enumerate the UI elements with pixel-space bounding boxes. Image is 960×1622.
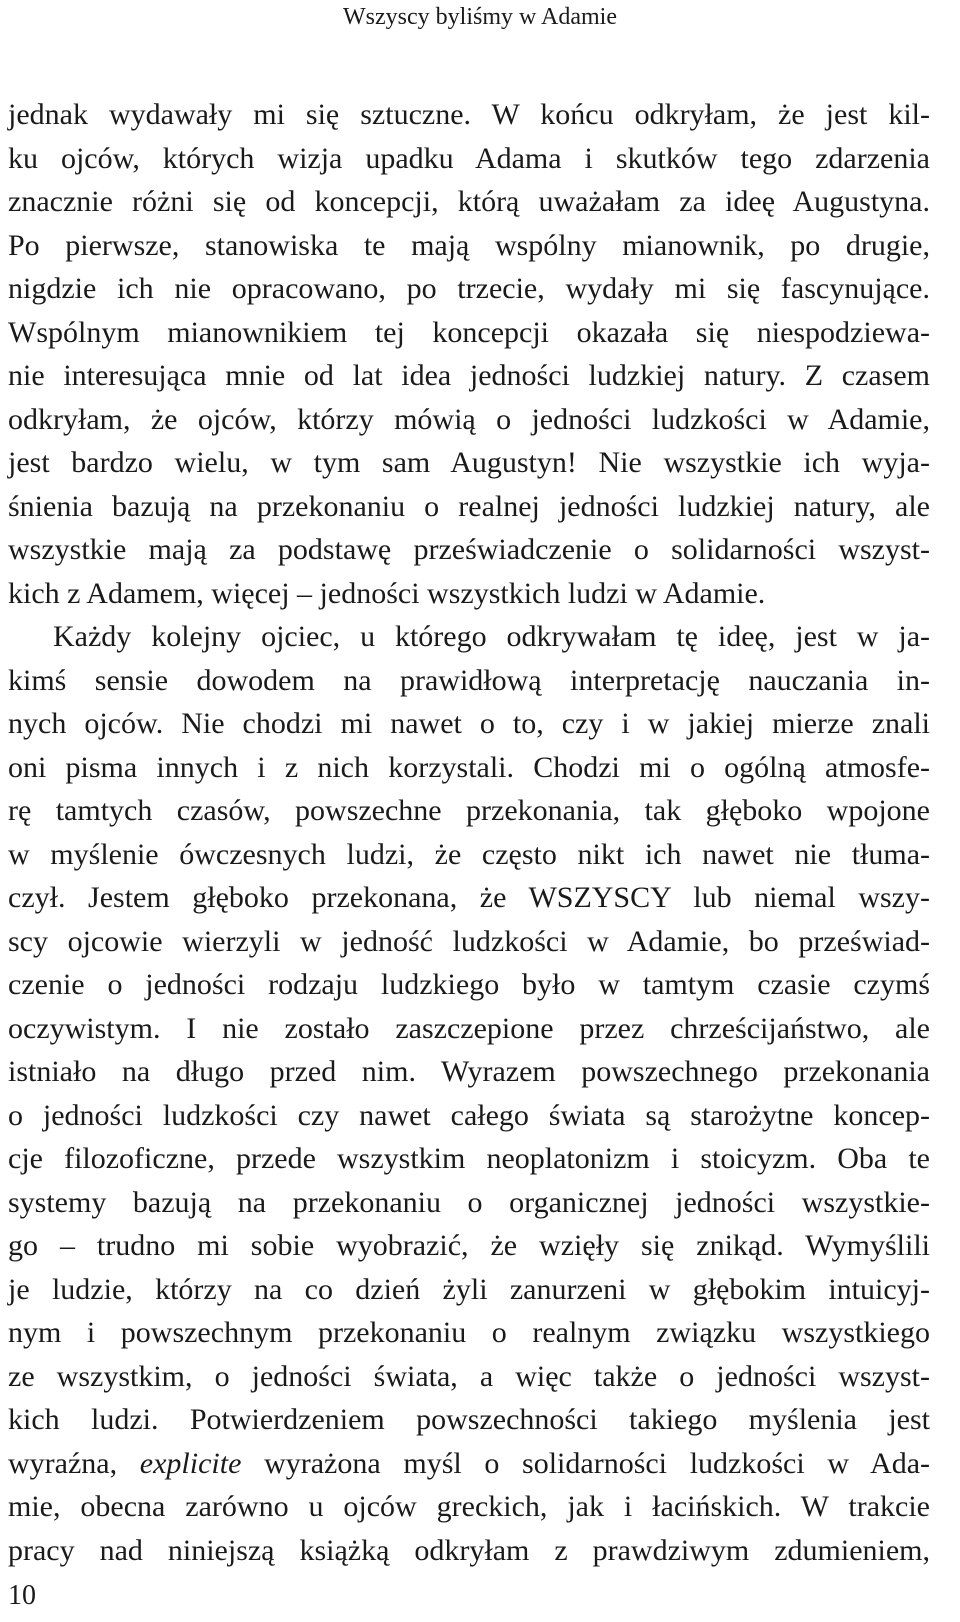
text-segment: wyrażona myśl o solidarności ludzkości w Ada- (264, 1446, 930, 1480)
text-line: mie, obecna zarówno u ojców greckich, jak i łacińskich. W trakcie (8, 1490, 930, 1523)
text-line: czenie o jedności rodzaju ludzkiego było w tamtym czasie czymś (8, 968, 930, 1001)
text-line: nych ojców. Nie chodzi mi nawet o to, czy i w jakiej mierze znali (8, 707, 930, 740)
text-line: jednak wydawały mi się sztuczne. W końcu odkryłam, że jest kil- (8, 98, 930, 131)
text-line: oni pisma innych i z nich korzystali. Chodzi mi o ogólną atmosfe- (8, 750, 930, 784)
text-line: je ludzie, którzy na co dzień żyli zanurzeni w głębokim intuicyj- (8, 1272, 930, 1306)
text-line: kimś sensie dowodem na prawidłową interpretację nauczania in- (8, 663, 930, 697)
text-line: go – trudno mi sobie wyobrazić, że wzięły się znikąd. Wymyślili (8, 1229, 930, 1262)
text-line: wszystkie mają za podstawę przeświadczenie o solidarności wszyst- (8, 533, 930, 566)
text-line: znacznie różni się od koncepcji, którą uważałam za ideę Augustyna. (8, 185, 930, 218)
text-line: czył. Jestem głęboko przekonana, że WSZYSCY lub niemal wszy- (8, 881, 930, 914)
text-line: cje filozoficzne, przede wszystkim neoplatonizm i stoicyzm. Oba te (8, 1142, 930, 1175)
text-line: nigdzie ich nie opracowano, po trzecie, wydały mi się fascynujące. (8, 272, 930, 305)
text-line: ku ojców, których wizja upadku Adama i skutków tego zdarzenia (8, 141, 930, 175)
text-line-with-italic (8, 1442, 930, 1486)
text-line: śnienia bazują na przekonaniu o realnej jedności ludzkiej natury, ale (8, 489, 930, 523)
text-line: kich ludzi. Potwierdzeniem powszechności takiego myślenia jest (8, 1403, 930, 1436)
text-line: ze wszystkim, o jedności świata, a więc także o jedności wszyst- (8, 1359, 930, 1393)
text-line: nie interesująca mnie od lat idea jedności ludzkiej natury. Z czasem (8, 359, 930, 392)
text-line: o jedności ludzkości czy nawet całego świata są starożytne koncep- (8, 1098, 930, 1132)
text-line: jest bardzo wielu, w tym sam Augustyn! Nie wszystkie ich wyja- (8, 446, 930, 479)
text-line: Po pierwsze, stanowiska te mają wspólny mianownik, po drugie, (8, 228, 930, 262)
text-line: w myślenie ówczesnych ludzi, że często nikt ich nawet nie tłuma- (8, 837, 930, 871)
paragraph-first-line: Każdy kolejny ojciec, u którego odkrywałam tę ideę, jest w ja- (53, 620, 930, 653)
text-line: odkryłam, że ojców, którzy mówią o jedności ludzkości w Adamie, (8, 402, 930, 436)
italic-term: explicite (139, 1446, 242, 1480)
text-line: kich z Adamem, więcej – jedności wszystkich ludzi w Adamie. (8, 576, 766, 610)
text-line: systemy bazują na przekonaniu o organicznej jedności wszystkie- (8, 1185, 930, 1219)
page-number: 10 (8, 1580, 36, 1611)
body-text (8, 93, 930, 1572)
text-line: scy ojcowie wierzyli w jedność ludzkości w Adamie, bo przeświad- (8, 924, 930, 958)
text-line: nym i powszechnym przekonaniu o realnym związku wszystkiego (8, 1316, 930, 1349)
text-line: Wspólnym mianownikiem tej koncepcji okazała się niespodziewa- (8, 315, 930, 349)
running-header: Wszyscy byliśmy w Adamie (343, 4, 617, 30)
text-line: pracy nad niniejszą książką odkryłam z prawdziwym zdumieniem, (8, 1533, 930, 1567)
text-segment: wyraźna, (8, 1446, 140, 1480)
text-line: oczywistym. I nie zostało zaszczepione przez chrześcijaństwo, ale (8, 1011, 930, 1045)
text-line: rę tamtych czasów, powszechne przekonania, tak głęboko wpojone (8, 794, 930, 827)
text-line: istniało na długo przed nim. Wyrazem powszechnego przekonania (8, 1055, 930, 1088)
